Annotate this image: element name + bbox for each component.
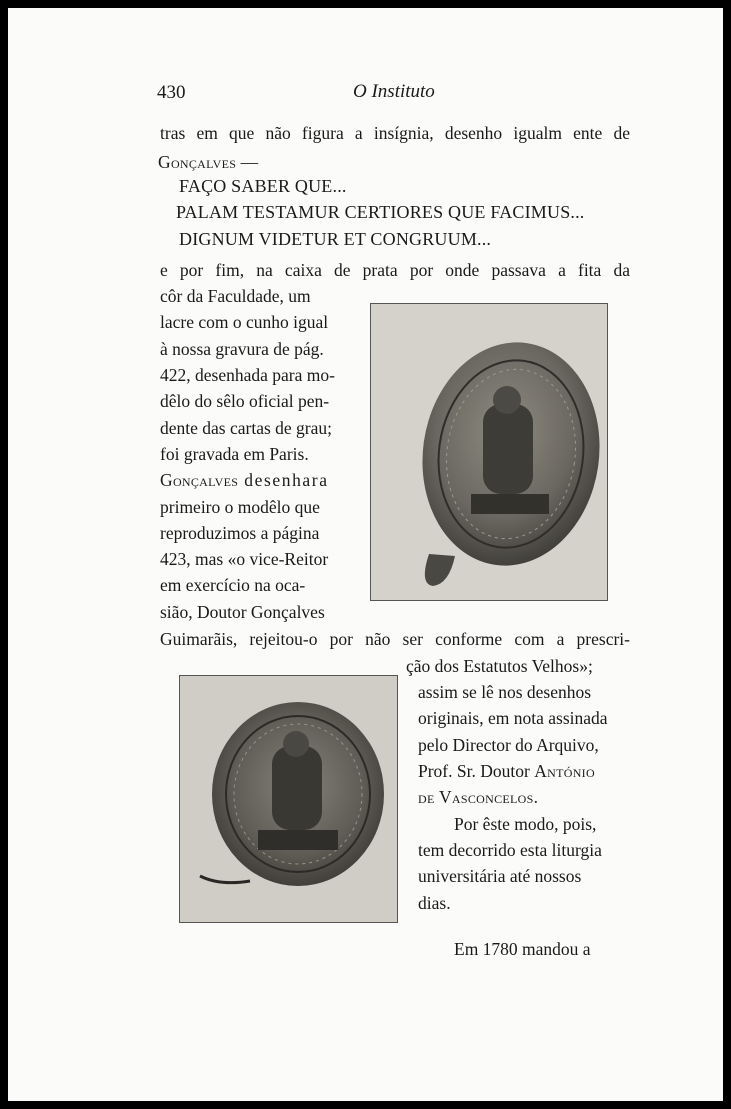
name-goncalves: Gonçalves bbox=[158, 152, 237, 172]
caps-line-1: FAÇO SABER QUE... bbox=[179, 176, 347, 196]
right-line-10: dias. bbox=[418, 893, 451, 913]
col-line-4: 422, desenhada para mo- bbox=[160, 365, 335, 385]
seal-photo-top bbox=[370, 303, 608, 601]
col-line-7: foi gravada em Paris. bbox=[160, 444, 309, 464]
col-line-9: primeiro o modêlo que bbox=[160, 497, 320, 517]
text-line-6: e por fim, na caixa de prata por onde passava a fita da bbox=[160, 260, 630, 280]
col-line-8 bbox=[160, 469, 329, 491]
col-line-6: dente das cartas de grau; bbox=[160, 418, 333, 438]
caps-line-3: DIGNUM VIDETUR ET CONGRUUM... bbox=[179, 229, 492, 249]
caps-line-2: PALAM TESTAMUR CERTIORES QUE FACIMUS... bbox=[176, 202, 585, 222]
name-vasconcelos: de Vasconcelos bbox=[418, 787, 534, 807]
wax-seal-image-top bbox=[371, 304, 607, 600]
name-goncalves-2: Gonçalves bbox=[160, 470, 239, 490]
col-line-13: sião, Doutor Gonçalves bbox=[160, 602, 325, 622]
col-line-11: 423, mas «o vice-Reitor bbox=[160, 549, 329, 569]
seal-photo-bottom bbox=[179, 675, 398, 923]
running-title: O Instituto bbox=[353, 81, 435, 102]
right-line-3: originais, em nota assinada bbox=[418, 708, 608, 728]
col-line-10: reproduzimos a página bbox=[160, 523, 320, 543]
col-line-5: dêlo do sêlo oficial pen- bbox=[160, 391, 330, 411]
right-line-9: universitária até nossos bbox=[418, 866, 582, 886]
right-line-2: assim se lê nos desenhos bbox=[418, 682, 592, 702]
col-line-3: à nossa gravura de pág. bbox=[160, 339, 324, 359]
right-line-5-text: Prof. Sr. Doutor bbox=[418, 761, 535, 781]
text-line-1: tras em que não figura a insígnia, desenho igualm ente de bbox=[160, 123, 630, 143]
col-line-1: côr da Faculdade, um bbox=[160, 286, 311, 306]
text-line-2 bbox=[158, 151, 258, 173]
right-line-8: tem decorrido esta liturgia bbox=[418, 840, 602, 860]
right-line-1: ção dos Estatutos Velhos»; bbox=[406, 656, 593, 676]
wax-seal-image-bottom bbox=[180, 676, 397, 922]
text-line-20: Guimarãis, rejeitou-o por não ser conforme com a prescri- bbox=[160, 629, 630, 649]
dash: — bbox=[236, 152, 259, 172]
page-number: 430 bbox=[157, 82, 186, 103]
right-line-5 bbox=[418, 760, 595, 782]
col-line-8-rest: desenhara bbox=[238, 470, 329, 490]
right-line-7: Por êste modo, pois, bbox=[454, 814, 597, 834]
col-line-12: em exercício na oca- bbox=[160, 575, 306, 595]
right-line-6 bbox=[418, 786, 538, 808]
right-line-4: pelo Director do Arquivo, bbox=[418, 735, 599, 755]
document-page bbox=[8, 8, 723, 1101]
period: . bbox=[533, 787, 538, 807]
name-antonio: António bbox=[534, 761, 595, 781]
col-line-2: lacre com o cunho igual bbox=[160, 312, 329, 332]
right-line-11: Em 1780 mandou a bbox=[454, 939, 591, 959]
